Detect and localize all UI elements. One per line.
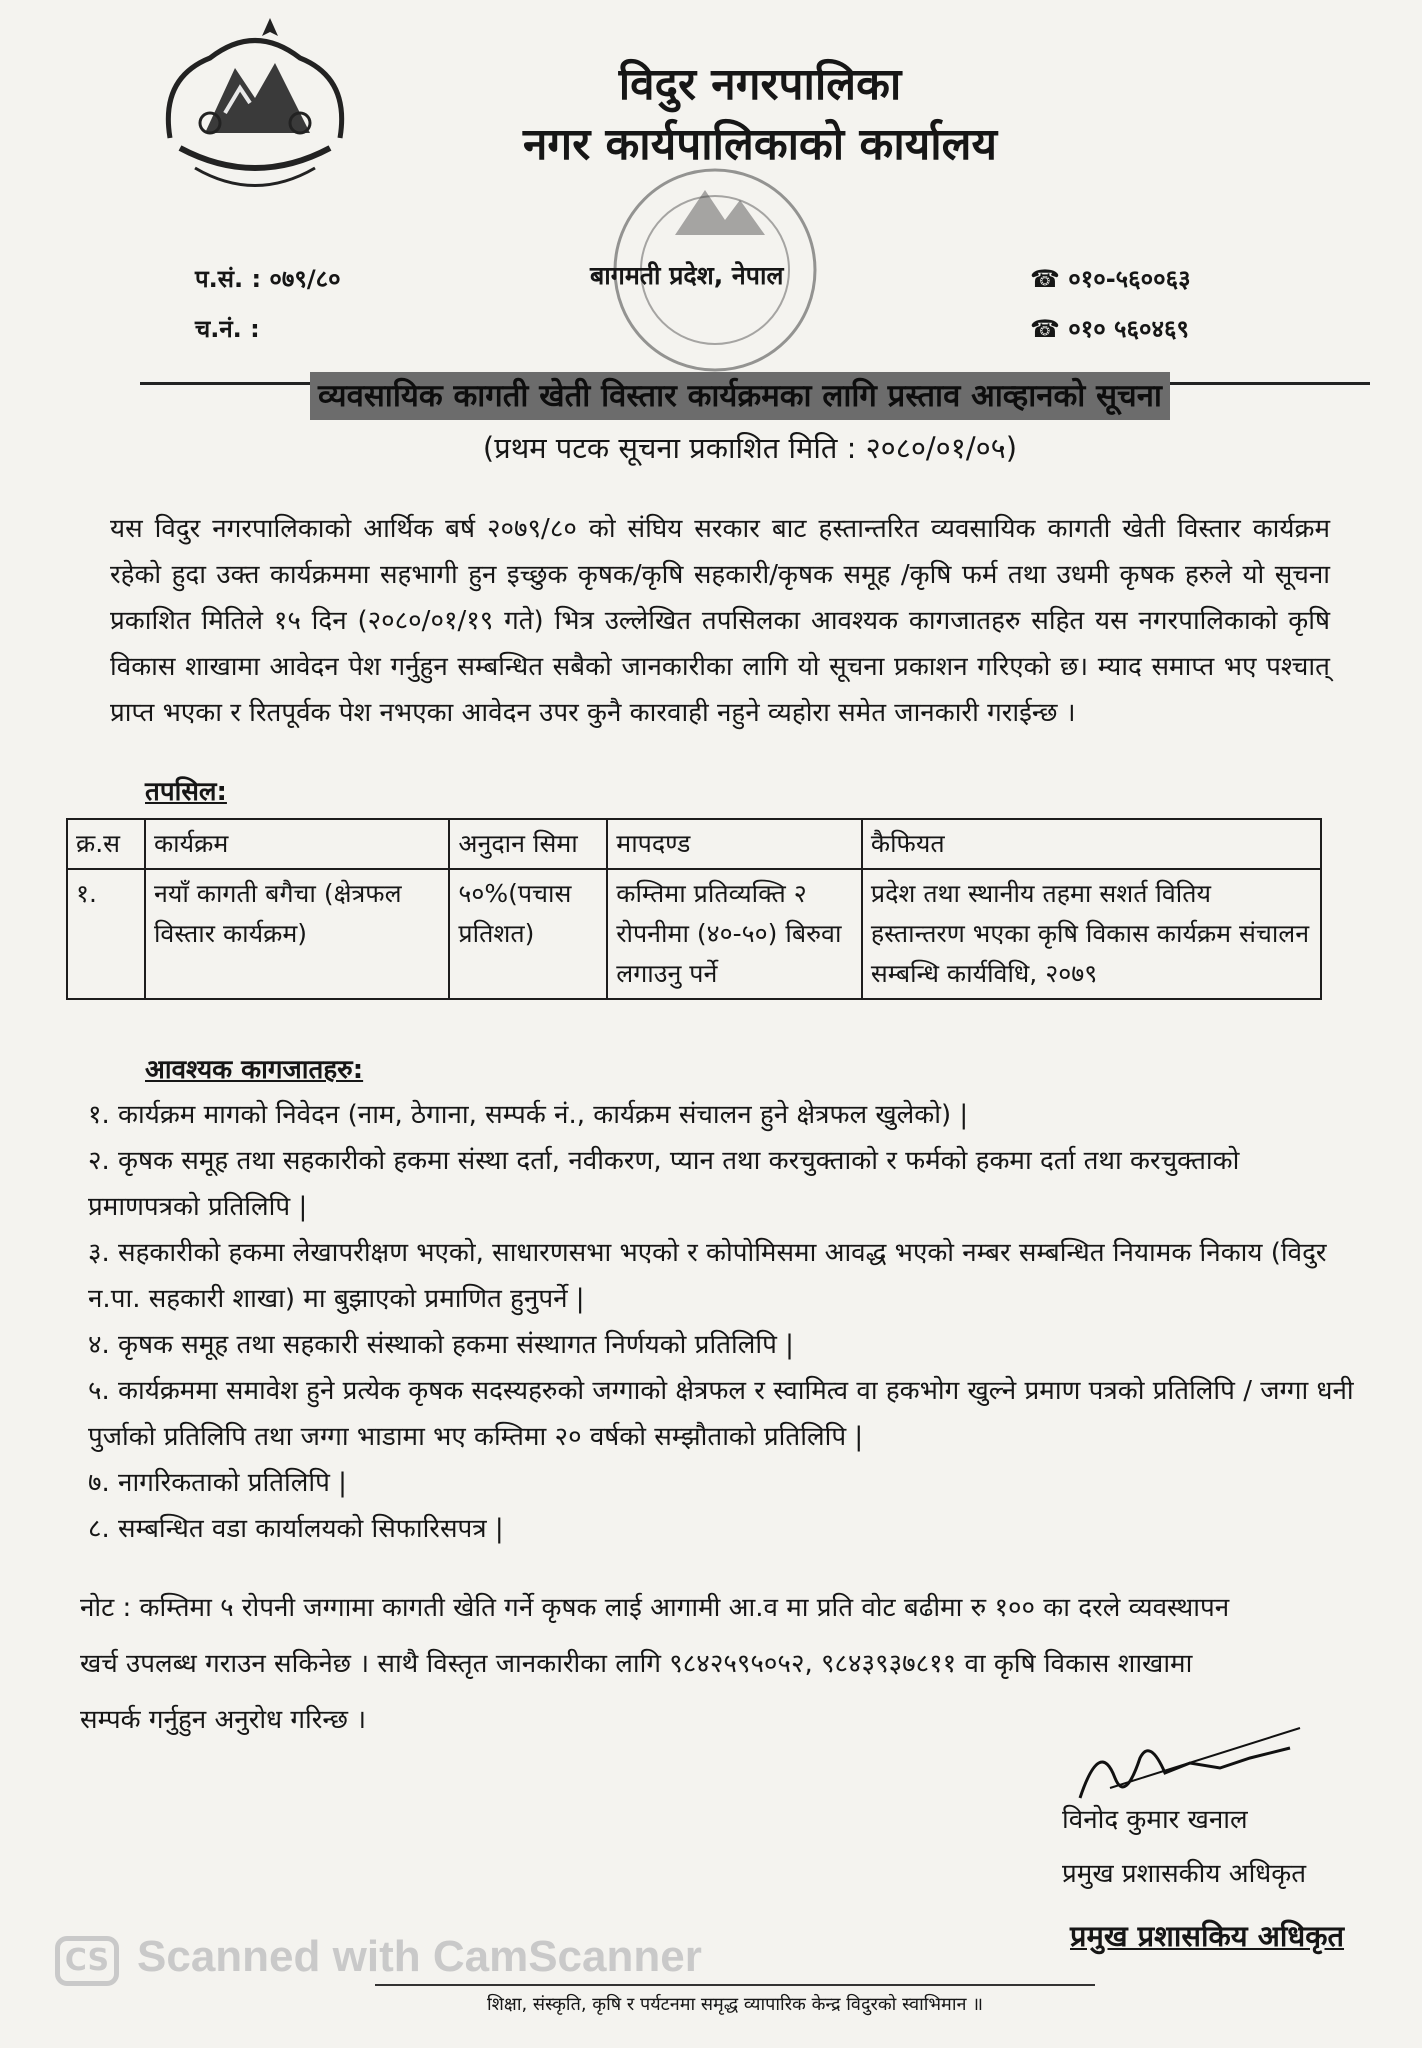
phone-1-value: ०१०-५६००६३ [1068,265,1191,293]
dispatch-number: च.नं. : [195,315,260,343]
column-header: कार्यक्रम [145,819,449,869]
camscanner-logo-icon: CS [55,1936,119,1986]
reference-number: प.सं. : ०७९/८० [195,265,341,293]
municipality-name: विदुर नगरपालिका [618,59,902,110]
note-paragraph: नोट : कम्तिमा ५ रोपनी जग्गामा कागती खेति गर्ने कृषक लाई आगामी आ.व मा प्रति वोट बढीमा रु १०० का दरले व्यवस्थापन खर्च उपलब्ध गराउन सकिनेछ । साथै विस्तृत जानकारीका लागि ९८४२५९५०५२, ९८४३९३७८११ वा कृषि विकास शाखामा सम्पर्क गर्नुहुन अनुरोध गरिन्छ । [80,1593,1230,1735]
list-item: २. कृषक समूह तथा सहकारीको हकमा संस्था दर्ता, नवीकरण, प्यान तथा करचुक्ताको र फर्मको हकमा दर्ता तथा करचुक्ताको प्रमाणपत्रको प्रतिलिपि | [88,1146,1240,1222]
designation-seal: प्रमुख प्रशासकिय अधिकृत [1070,1919,1345,1953]
signatory-designation: प्रमुख प्रशासकीय अधिकृत [1062,1859,1307,1889]
phone-number-1 [1030,262,1191,295]
footer-motto: शिक्षा, संस्कृति, कृषि र पर्यटनमा समृद्ध व्यापारिक केन्द्र विदुरको स्वाभिमान ॥ [375,1984,1095,2016]
government-emblem-icon [150,18,360,208]
column-header: क्र.स [67,819,145,869]
phone-icon: ☎ [1030,315,1060,343]
remarks-cell: प्रदेश तथा स्थानीय तहमा सशर्त वितिय हस्तान्तरण भएका कृषि विकास कार्यक्रम संचालन सम्बन्धि कार्यविधि, २०७९ [862,869,1321,999]
notice-body: यस विदुर नगरपालिकाको आर्थिक बर्ष २०७९/८० को संघिय सरकार बाट हस्तान्तरित व्यवसायिक कागती खेती विस्तार कार्यक्रम रहेको हुदा उक्त कार्यक्रममा सहभागी हुन इच्छुक कृषक/कृषि सहकारी/कृषक समूह /कृषि फर्म तथा उधमी कृषक हरुले यो सूचना प्रकाशित मितिले १५ दिन (२०८०/०१/१९ गते) भित्र उल्लेखित तपसिलका आवश्यक कागजातहरु सहित यस नगरपालिकाको कृषि विकास शाखामा आवेदन पेश गर्नुहुन सम्बन्धित सबैको जानकारीका लागि यो सूचना प्रकाशन गरिएको छ। म्याद समाप्त भए पश्चात् प्राप्त भएका र रितपूर्वक पेश नभएका आवेदन उपर कुनै कारवाही नहुने व्यहोरा समेत जानकारी गराईन्छ । [110,514,1330,728]
serial-cell: १. [67,869,145,999]
notice-title: व्यवसायिक कागती खेती विस्तार कार्यक्रमका लागि प्रस्ताव आव्हानको सूचना [310,372,1170,420]
list-item: १. कार्यक्रम मागको निवेदन (नाम, ठेगाना, सम्पर्क नं., कार्यक्रम संचालन हुने क्षेत्रफल खुलेको) | [88,1100,969,1130]
schedule-table [66,818,1322,1000]
criteria-cell: कम्तिमा प्रतिव्यक्ति २ रोपनीमा (४०-५०) बिरुवा लगाउनु पर्ने [607,869,862,999]
list-item: ३. सहकारीको हकमा लेखापरीक्षण भएको, साधारणसभा भएको र कोपोमिसमा आवद्ध भएको नम्बर सम्बन्धित नियामक निकाय (विदुर न.पा. सहकारी शाखा) मा बुझाएको प्रमाणित हुनुपर्ने | [88,1238,1327,1314]
phone-number-2 [1030,312,1189,345]
requirements-heading: आवश्यक कागजातहरु: [145,1055,364,1085]
grant-cell: ५०%(पचास प्रतिशत) [449,869,607,999]
schedule-heading: तपसिल: [145,777,227,807]
list-item: ७. नागरिकताको प्रतिलिपि | [88,1468,347,1498]
column-header: कैफियत [862,819,1321,869]
column-header: मापदण्ड [607,819,862,869]
signature-icon [1070,1718,1330,1808]
office-name: नगर कार्यपालिकाको कार्यालय [523,119,997,170]
program-cell: नयाँ कागती बगैचा (क्षेत्रफल विस्तार कार्यक्रम) [145,869,449,999]
signatory-name: विनोद कुमार खनाल [1062,1805,1248,1835]
list-item: ४. कृषक समूह तथा सहकारी संस्थाको हकमा संस्थागत निर्णयको प्रतिलिपि | [88,1330,794,1360]
requirements-list [88,1092,1358,1552]
table-row [67,869,1321,999]
list-item: ८. सम्बन्धित वडा कार्यालयको सिफारिसपत्र | [88,1514,504,1544]
phone-2-value: ०१० ५६०४६९ [1068,315,1189,343]
table-header-row [67,819,1321,869]
phone-icon: ☎ [1030,265,1060,293]
list-item: ५. कार्यक्रममा समावेश हुने प्रत्येक कृषक सदस्यहरुको जग्गाको क्षेत्रफल र स्वामित्व वा हकभोग खुल्ने प्रमाण पत्रको प्रतिलिपि / जग्गा धनी पुर्जाको प्रतिलिपि तथा जग्गा भाडामा भए कम्तिमा २० वर्षको सम्झौताको प्रतिलिपि | [88,1376,1354,1452]
column-header: अनुदान सिमा [449,819,607,869]
notice-publication-date: (प्रथम पटक सूचना प्रकाशित मिति : २०८०/०१/०५) [482,431,1018,465]
watermark-label: Scanned with CamScanner [137,1932,702,1981]
stamp-text: बागमती प्रदेश, नेपाल [590,261,784,290]
